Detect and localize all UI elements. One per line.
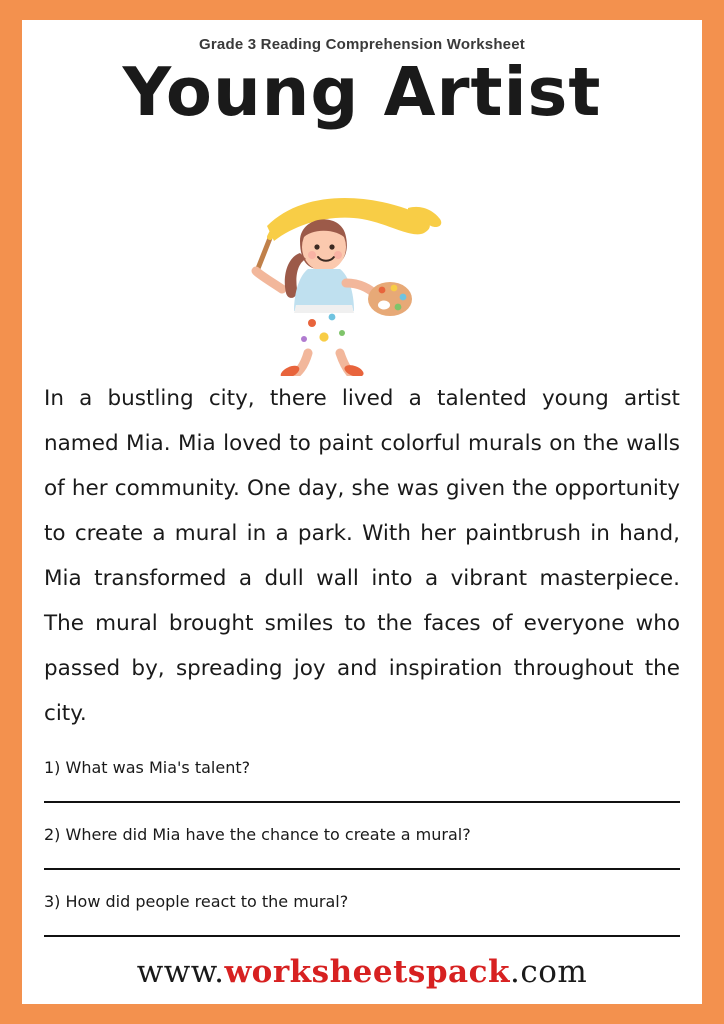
answer-line-1[interactable] (44, 781, 680, 803)
question-2: 2) Where did Mia have the chance to create a mural? (44, 824, 471, 844)
illustration-girl-painting (22, 171, 702, 376)
page-title: Young Artist (122, 53, 602, 131)
question-3: 3) How did people react to the mural? (44, 891, 349, 911)
answer-line-3[interactable] (44, 915, 680, 937)
reading-passage: In a bustling city, there lived a talented young artist named Mia. Mia loved to paint colorful murals on the walls of her community. One day, she was given the opportunity to create a mural in a park. With her paintbrush in hand, Mia transformed a dull wall into a vibrant masterpiece. The mural brought smiles to the faces of everyone who passed by, spreading joy and inspiration throughout the city. (44, 385, 680, 726)
footer-brand: worksheetspack (224, 954, 510, 990)
footer-website (22, 954, 702, 990)
questions-section (44, 758, 680, 937)
worksheet-subtitle: Grade 3 Reading Comprehension Worksheet (199, 36, 525, 53)
answer-line-2[interactable] (44, 848, 680, 870)
worksheet-page (22, 20, 702, 1004)
painting-girl-icon (212, 171, 512, 376)
footer-prefix: www. (136, 954, 225, 990)
footer-suffix: .com (510, 954, 588, 990)
question-1: 1) What was Mia's talent? (44, 757, 251, 777)
